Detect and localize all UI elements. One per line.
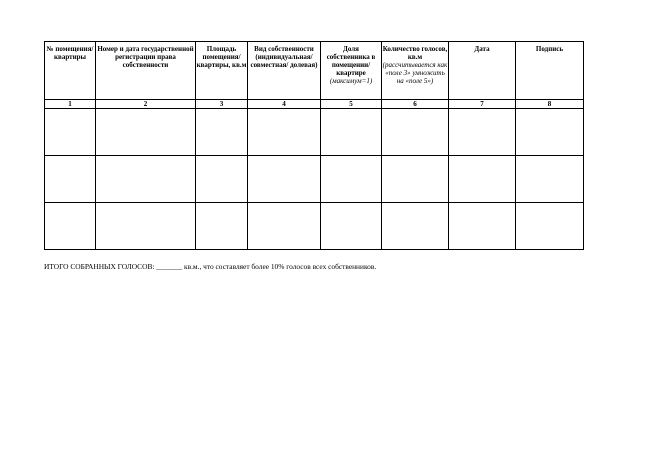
table-row	[45, 156, 584, 203]
table-cell	[449, 156, 516, 203]
column-number: 3	[196, 100, 248, 109]
table-cell	[96, 156, 196, 203]
table-cell	[321, 203, 382, 250]
table-cell	[45, 109, 96, 156]
column-number: 1	[45, 100, 96, 109]
table-cell	[248, 156, 321, 203]
table-cell	[321, 109, 382, 156]
table-cell	[516, 156, 584, 203]
total-votes-line: ИТОГО СОБРАННЫХ ГОЛОСОВ: _______ кв.м., что составляет более 10% голосов всех собственников.	[44, 262, 377, 271]
table-cell	[516, 109, 584, 156]
table-cell	[248, 109, 321, 156]
header-cell-ownership-type: Вид собственности (индивидуальная/ совместная/ долевая)	[248, 42, 321, 100]
header-note-owner-share: (максимум=1)	[329, 77, 373, 85]
column-number: 2	[96, 100, 196, 109]
column-number-row	[45, 100, 584, 109]
table-cell	[96, 203, 196, 250]
table-cell	[248, 203, 321, 250]
table-cell	[382, 203, 449, 250]
table-cell	[45, 156, 96, 203]
table-cell	[196, 109, 248, 156]
table-cell	[382, 109, 449, 156]
header-cell-date: Дата	[449, 42, 516, 100]
table-cell	[196, 203, 248, 250]
table-cell	[449, 203, 516, 250]
header-cell-registration: Номер и дата государственной регистрации права собственности	[96, 42, 196, 100]
header-cell-owner-share: Доля собственника в помещении/ квартире (максимум=1)	[321, 42, 382, 100]
header-cell-room-number: № помещения/ квартиры	[45, 42, 96, 100]
votes-table	[44, 41, 584, 250]
header-cell-votes: Количество голосов, кв.м (рассчитывается как «поле 3» умножить на «поле 5»)	[382, 42, 449, 100]
table-cell	[321, 156, 382, 203]
header-cell-signature: Подпись	[516, 42, 584, 100]
column-number: 6	[382, 100, 449, 109]
table-cell	[516, 203, 584, 250]
column-number: 5	[321, 100, 382, 109]
table-cell	[45, 203, 96, 250]
table-cell	[196, 156, 248, 203]
header-row	[45, 42, 584, 100]
table-cell	[96, 109, 196, 156]
table-cell	[382, 156, 449, 203]
column-number: 7	[449, 100, 516, 109]
column-number: 4	[248, 100, 321, 109]
table-row	[45, 109, 584, 156]
header-note-votes: (рассчитывается как «поле 3» умножить на «поле 5»)	[382, 61, 448, 85]
table-row	[45, 203, 584, 250]
table-cell	[449, 109, 516, 156]
header-cell-area: Площадь помещения/ квартиры, кв.м	[196, 42, 248, 100]
column-number: 8	[516, 100, 584, 109]
